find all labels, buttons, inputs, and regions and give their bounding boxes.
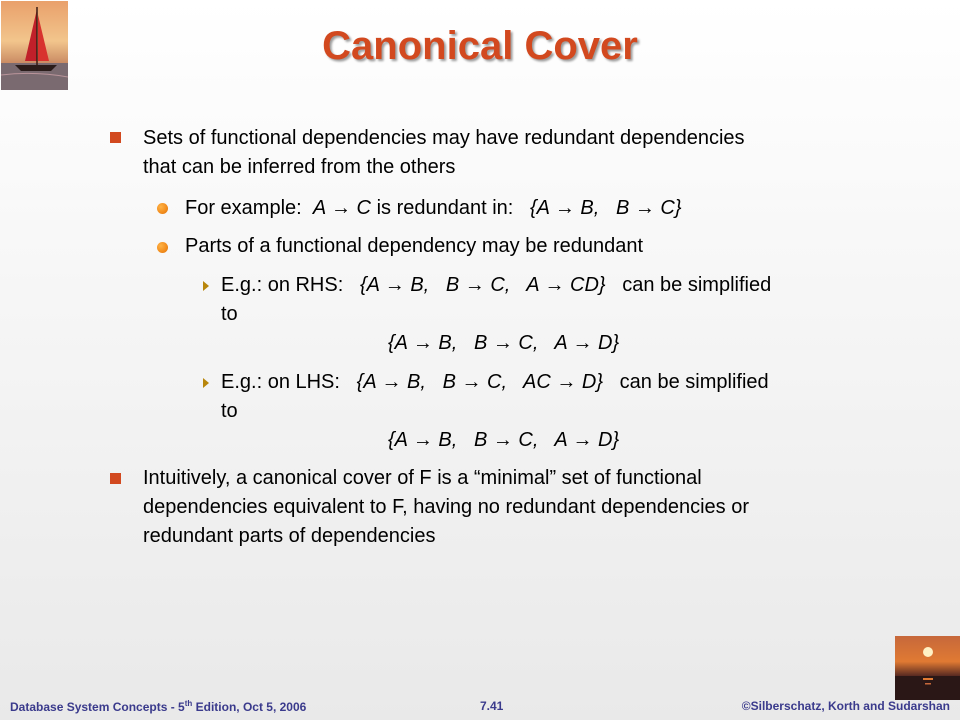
lhs-suffix: can be simplified (619, 371, 769, 393)
rhs-prefix: E.g.: on RHS: (221, 274, 344, 296)
footer-left-sup: th (184, 699, 193, 708)
bullet2-line3: redundant parts of dependencies (143, 525, 436, 547)
example-mid: is redundant in: (376, 197, 514, 219)
bullet2-line1: Intuitively, a canonical cover of F is a “minimal” set of functional (143, 467, 702, 489)
example-line (185, 194, 682, 223)
bullet2-line2: dependencies equivalent to F, having no redundant dependencies or (143, 496, 750, 518)
example-expr2: {A → B, B → C} (530, 197, 682, 219)
bullet1-line2: that can be inferred from the others (143, 156, 456, 178)
example-expr1: A → C (312, 197, 371, 219)
level3-bullet-icon (203, 378, 209, 388)
parts-line: Parts of a functional dependency may be redundant (185, 235, 644, 257)
level3-bullet-icon (203, 281, 209, 291)
rhs-line (221, 271, 771, 300)
lhs-to: to (221, 400, 238, 422)
footer-left-prefix: Database System Concepts - 5 (10, 700, 185, 714)
rhs-suffix: can be simplified (622, 274, 772, 296)
bullet1-line1: Sets of functional dependencies may have redundant dependencies (143, 127, 745, 149)
footer-right: ©Silberschatz, Korth and Sudarshan (741, 699, 950, 713)
lhs-result-expr: {A → B, B → C, A → D} (388, 429, 620, 451)
level1-bullet-icon (110, 473, 121, 484)
example-prefix: For example: (185, 197, 302, 219)
rhs-expr: {A → B, B → C, A → CD} (359, 274, 606, 296)
lhs-prefix: E.g.: on LHS: (221, 371, 340, 393)
footer-page-number: 7.41 (480, 699, 504, 713)
level2-bullet-icon (157, 203, 168, 214)
level1-bullet-icon (110, 132, 121, 143)
lhs-expr: {A → B, B → C, AC → D} (356, 371, 603, 393)
level2-bullet-icon (157, 242, 168, 253)
rhs-to: to (221, 303, 238, 325)
rhs-result-expr: {A → B, B → C, A → D} (388, 332, 620, 354)
lhs-line (221, 368, 769, 397)
footer-left-suffix: Edition, Oct 5, 2006 (192, 700, 307, 714)
footer-left (10, 699, 306, 714)
lhs-result (388, 426, 619, 455)
rhs-result (388, 329, 619, 358)
sunset-image (895, 636, 960, 700)
slide-title: Canonical Cover (322, 24, 638, 68)
